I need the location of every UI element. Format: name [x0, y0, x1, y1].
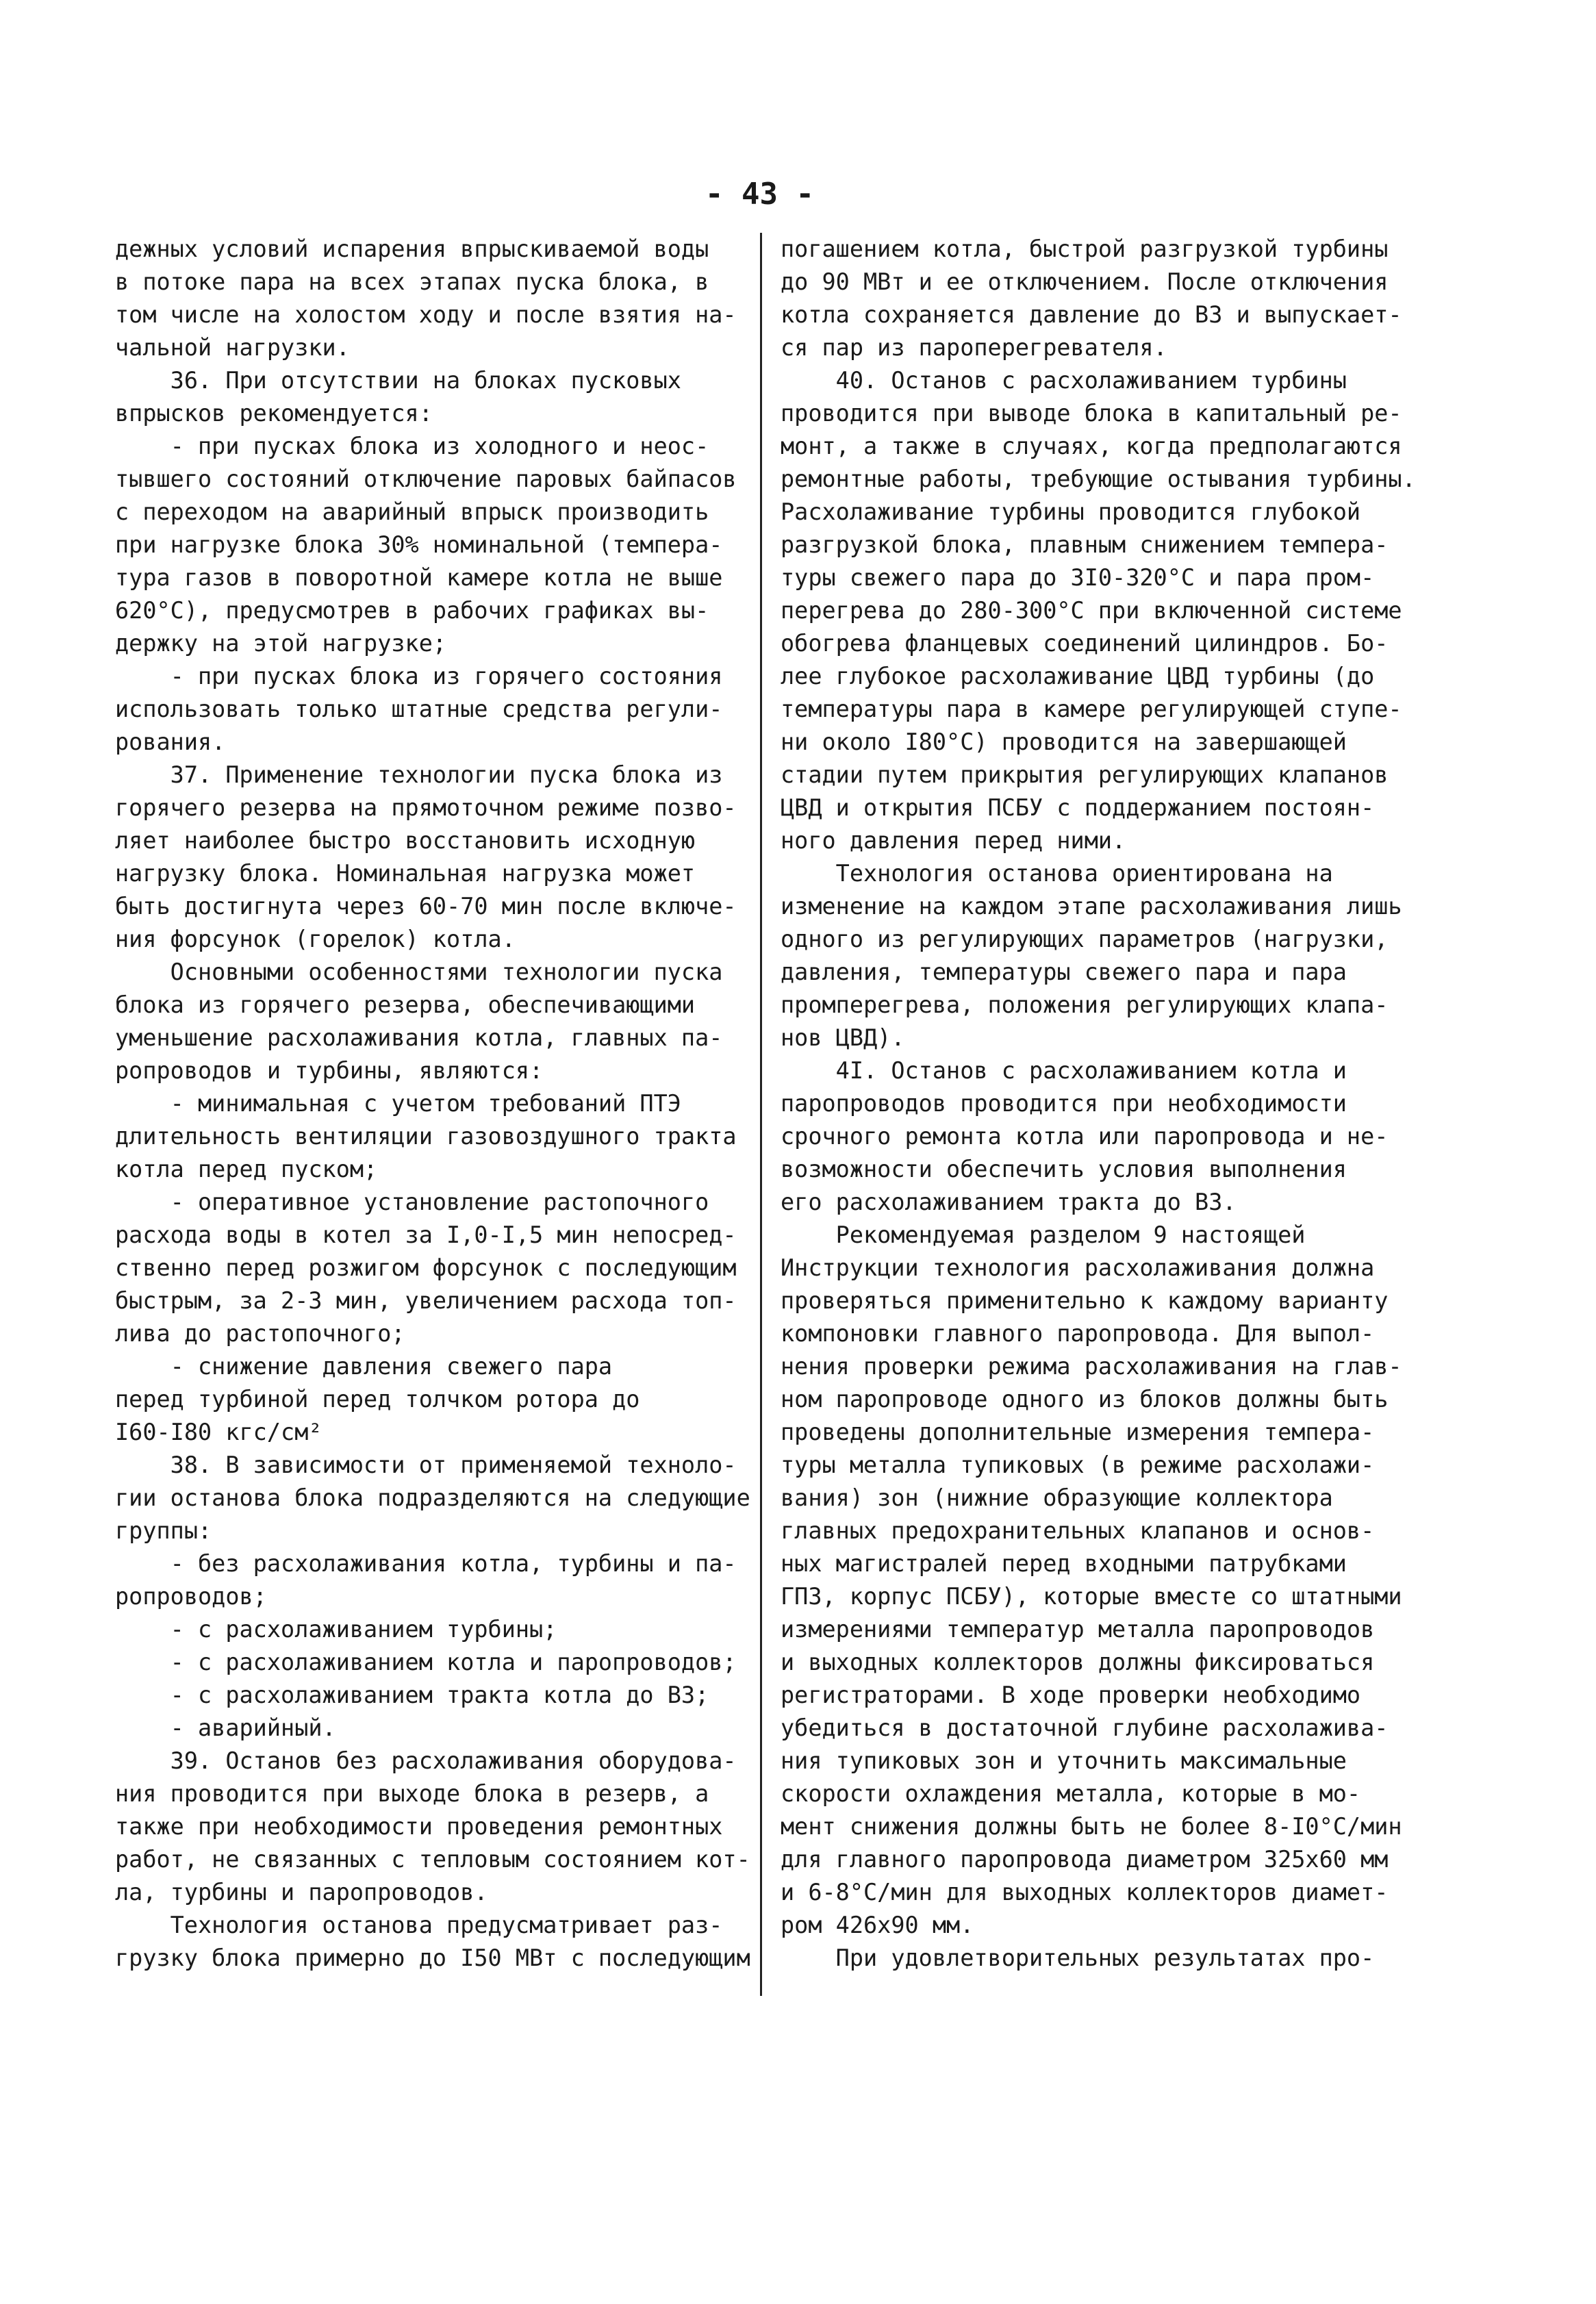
text-line: 38. В зависимости от применяемой техноло-	[115, 1452, 737, 1478]
text-line: грузку блока примерно до I50 МВт с последующим	[115, 1945, 750, 1971]
text-line: обогрева фланцевых соединений цилиндров. Бо-	[781, 630, 1389, 657]
text-line: паропроводов проводится при необходимости	[781, 1090, 1347, 1117]
text-line: расхода воды в котел за I,0-I,5 мин непосред-	[115, 1221, 737, 1248]
text-line: - с расхолаживанием тракта котла до ВЗ;	[115, 1682, 709, 1708]
text-line: в потоке пара на всех этапах пуска блока, в	[115, 268, 709, 295]
text-line: до 90 МВт и ее отключением. После отключения	[781, 268, 1389, 295]
text-line: гии останова блока подразделяются на следующие	[115, 1484, 750, 1511]
text-line: группы:	[115, 1517, 212, 1544]
text-line: 40. Останов с расхолаживанием турбины	[781, 367, 1347, 394]
text-line: держку на этой нагрузке;	[115, 630, 447, 657]
text-line: 36. При отсутствии на блоках пусковых	[115, 367, 681, 394]
text-line: использовать только штатные средства регули-	[115, 696, 723, 722]
text-line: и 6-8°С/мин для выходных коллекторов диамет-	[781, 1879, 1389, 1906]
text-line: впрысков рекомендуется:	[115, 400, 433, 427]
text-line: нов ЦВД).	[781, 1024, 905, 1051]
text-line: блока из горячего резерва, обеспечивающими	[115, 991, 696, 1018]
text-line: ся пар из пароперегревателя.	[781, 334, 1167, 361]
text-line: перед турбиной перед толчком ротора до	[115, 1386, 640, 1413]
text-line: ни около I80°С) проводится на завершающей	[781, 729, 1347, 755]
text-line: измерениями температур металла паропроводов	[781, 1616, 1375, 1643]
text-line: давления, температуры свежего пара и пара	[781, 959, 1347, 985]
text-line: 4I. Останов с расхолаживанием котла и	[781, 1057, 1347, 1084]
text-line: - без расхолаживания котла, турбины и па-	[115, 1550, 737, 1577]
text-line: убедиться в достаточной глубине расхолажива-	[781, 1714, 1389, 1741]
text-line: ния тупиковых зон и уточнить максимальные	[781, 1747, 1347, 1774]
text-line: ЦВД и открытия ПСБУ с поддержанием постоян-	[781, 794, 1375, 821]
right-column	[781, 233, 1416, 1975]
text-line: Технология останова ориентирована на	[781, 860, 1333, 887]
text-line: ропроводов и турбины, являются:	[115, 1057, 544, 1084]
text-line: ремонтные работы, требующие остывания турбины.	[781, 466, 1416, 492]
text-line: проверяться применительно к каждому варианту	[781, 1287, 1389, 1314]
text-line: промперегрева, положения регулирующих клапа-	[781, 991, 1389, 1018]
text-line: стадии путем прикрытия регулирующих клапанов	[781, 761, 1389, 788]
text-line: 37. Применение технологии пуска блока из	[115, 761, 723, 788]
column-divider	[760, 233, 762, 1996]
text-line: нагрузку блока. Номинальная нагрузка может	[115, 860, 696, 887]
text-line: и выходных коллекторов должны фиксироваться	[781, 1649, 1375, 1675]
text-line: - с расхолаживанием турбины;	[115, 1616, 557, 1643]
text-line: погашением котла, быстрой разгрузкой турбины	[781, 236, 1389, 262]
text-line: разгрузкой блока, плавным снижением темпера-	[781, 531, 1389, 558]
text-line: для главного паропровода диаметром 325х60 мм	[781, 1846, 1389, 1873]
text-line: 620°С), предусмотрев в рабочих графиках вы-	[115, 597, 709, 624]
text-line: его расхолаживанием тракта до ВЗ.	[781, 1189, 1237, 1215]
text-line: проведены дополнительные измерения темпера-	[781, 1419, 1375, 1445]
text-line: - минимальная с учетом требований ПТЭ	[115, 1090, 681, 1117]
text-line: При удовлетворительных результатах про-	[781, 1945, 1375, 1971]
text-line: Основными особенностями технологии пуска	[115, 959, 723, 985]
text-line: ного давления перед ними.	[781, 827, 1126, 854]
text-line: ния проводится при выходе блока в резерв, а	[115, 1780, 709, 1807]
text-line: уменьшение расхолаживания котла, главных па-	[115, 1024, 723, 1051]
text-line: - при пусках блока из горячего состояния	[115, 663, 723, 689]
text-line: ропроводов;	[115, 1583, 267, 1610]
text-line: с переходом на аварийный впрыск производить	[115, 498, 709, 525]
text-line: ственно перед розжигом форсунок с последующим	[115, 1254, 737, 1281]
text-line: ром 426х90 мм.	[781, 1912, 974, 1938]
text-line: Инструкции технология расхолаживания должна	[781, 1254, 1375, 1281]
text-line: лее глубокое расхолаживание ЦВД турбины (до	[781, 663, 1375, 689]
text-line: горячего резерва на прямоточном режиме позво-	[115, 794, 737, 821]
text-line: тура газов в поворотной камере котла не выше	[115, 564, 723, 591]
text-line: котла сохраняется давление до ВЗ и выпускает-	[781, 301, 1402, 328]
text-line: вания) зон (нижние образующие коллектора	[781, 1484, 1333, 1511]
text-line: нения проверки режима расхолаживания на глав-	[781, 1353, 1402, 1380]
page-number: - 43 -	[705, 177, 814, 212]
text-line: ном паропроводе одного из блоков должны быть	[781, 1386, 1389, 1413]
text-line: перегрева до 280-300°С при включенной системе	[781, 597, 1402, 624]
text-line: - с расхолаживанием котла и паропроводов;	[115, 1649, 737, 1675]
text-line: скорости охлаждения металла, которые в мо-	[781, 1780, 1361, 1807]
text-line: том числе на холостом ходу и после взятия на-	[115, 301, 737, 328]
text-line: - аварийный.	[115, 1714, 336, 1741]
text-line: ных магистралей перед входными патрубками	[781, 1550, 1347, 1577]
text-line: регистраторами. В ходе проверки необходимо	[781, 1682, 1361, 1708]
text-line: ГПЗ, корпус ПСБУ), которые вместе со штатными	[781, 1583, 1402, 1610]
text-line: чальной нагрузки.	[115, 334, 350, 361]
text-line: - при пусках блока из холодного и неос-	[115, 433, 709, 459]
text-line: быстрым, за 2-3 мин, увеличением расхода топ-	[115, 1287, 737, 1314]
text-line: рования.	[115, 729, 226, 755]
text-line: изменение на каждом этапе расхолаживания лишь	[781, 893, 1402, 920]
text-line: срочного ремонта котла или паропровода и не-	[781, 1123, 1389, 1150]
text-line: компоновки главного паропровода. Для выпол-	[781, 1320, 1375, 1347]
text-line: - снижение давления свежего пара	[115, 1353, 613, 1380]
text-line: туры свежего пара до 3I0-320°С и пара пром-	[781, 564, 1375, 591]
text-line: I60-I80 кгс/см²	[115, 1419, 322, 1445]
text-line: тывшего состояний отключение паровых байпасов	[115, 466, 737, 492]
text-line: ния форсунок (горелок) котла.	[115, 926, 516, 952]
text-line: дежных условий испарения впрыскиваемой воды	[115, 236, 709, 262]
text-line: лива до растопочного;	[115, 1320, 405, 1347]
text-line: главных предохранительных клапанов и основ-	[781, 1517, 1375, 1544]
text-line: мент снижения должны быть не более 8-I0°С/мин	[781, 1813, 1402, 1840]
text-line: длительность вентиляции газовоздушного тракта	[115, 1123, 737, 1150]
text-line: проводится при выводе блока в капитальный ре-	[781, 400, 1402, 427]
text-line: возможности обеспечить условия выполнения	[781, 1156, 1347, 1182]
text-line: Расхолаживание турбины проводится глубокой	[781, 498, 1361, 525]
left-column	[115, 233, 750, 1975]
text-line: туры металла тупиковых (в режиме расхолажи-	[781, 1452, 1375, 1478]
text-line: монт, а также в случаях, когда предполагаются	[781, 433, 1402, 459]
text-line: котла перед пуском;	[115, 1156, 378, 1182]
text-line: быть достигнута через 60-70 мин после включе-	[115, 893, 737, 920]
text-line: Технология останова предусматривает раз-	[115, 1912, 723, 1938]
text-line: одного из регулирующих параметров (нагрузки,	[781, 926, 1389, 952]
text-line: температуры пара в камере регулирующей ступе-	[781, 696, 1402, 722]
text-line: 39. Останов без расхолаживания оборудова-	[115, 1747, 737, 1774]
text-line: ляет наиболее быстро восстановить исходную	[115, 827, 696, 854]
text-line: ла, турбины и паропроводов.	[115, 1879, 488, 1906]
text-line: при нагрузке блока 30% номинальной (темпера-	[115, 531, 723, 558]
text-line: - оперативное установление растопочного	[115, 1189, 709, 1215]
text-line: также при необходимости проведения ремонтных	[115, 1813, 723, 1840]
text-line: Рекомендуемая разделом 9 настоящей	[781, 1221, 1306, 1248]
text-line: работ, не связанных с тепловым состоянием кот-	[115, 1846, 750, 1873]
